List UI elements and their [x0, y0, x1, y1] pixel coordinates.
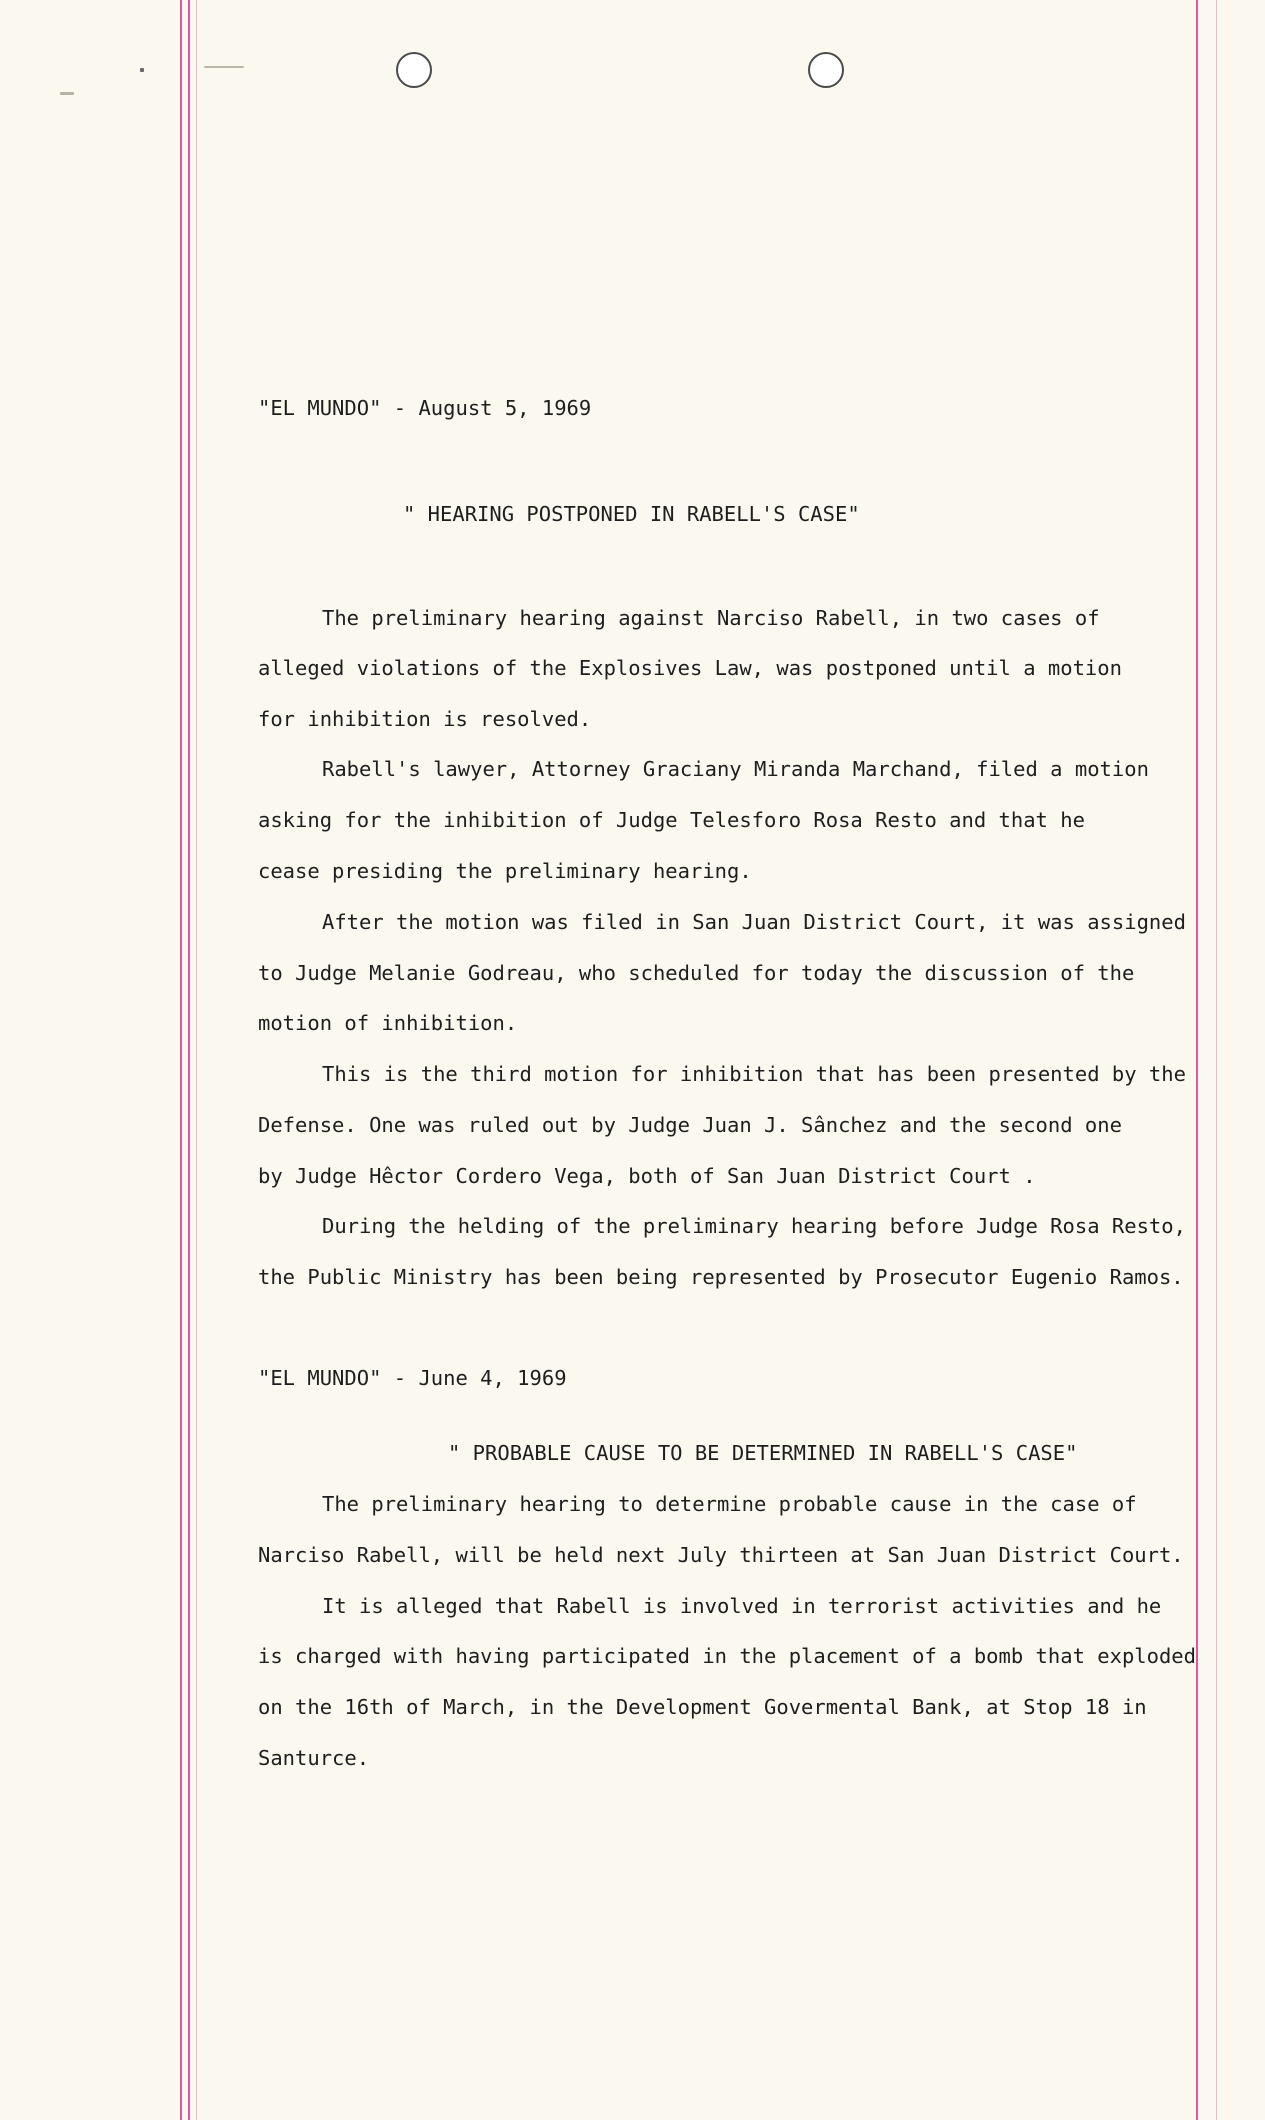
- article1-line: This is the third motion for inhibition that has been presented by the: [322, 1062, 1186, 1086]
- article1-line: asking for the inhibition of Judge Telesforo Rosa Resto and that he: [258, 808, 1085, 832]
- left-margin-line: [180, 0, 182, 2120]
- ink-smudge: [204, 66, 244, 68]
- ink-speck: [140, 68, 144, 72]
- article2-line: on the 16th of March, in the Development Govermental Bank, at Stop 18 in: [258, 1695, 1147, 1719]
- article2-line: Narciso Rabell, will be held next July thirteen at San Juan District Court.: [258, 1543, 1184, 1567]
- left-margin-line-faint: [196, 0, 197, 2120]
- article2-source: "EL MUNDO" - June 4, 1969: [258, 1366, 567, 1390]
- article2-line: The preliminary hearing to determine probable cause in the case of: [322, 1492, 1137, 1516]
- article1-line: motion of inhibition.: [258, 1011, 518, 1035]
- article2-line: It is alleged that Rabell is involved in terrorist activities and he: [322, 1594, 1162, 1618]
- right-margin-line: [1196, 0, 1198, 2120]
- article1-line: for inhibition is resolved.: [258, 707, 592, 731]
- article1-line: by Judge Hêctor Cordero Vega, both of San Juan District Court .: [258, 1164, 1036, 1188]
- article1-line: The preliminary hearing against Narciso Rabell, in two cases of: [322, 606, 1100, 630]
- article1-line: Rabell's lawyer, Attorney Graciany Miranda Marchand, filed a motion: [322, 757, 1149, 781]
- punch-hole-left: [396, 52, 432, 88]
- article1-line: Defense. One was ruled out by Judge Juan J. Sânchez and the second one: [258, 1113, 1122, 1137]
- article1-line: to Judge Melanie Godreau, who scheduled for today the discussion of the: [258, 961, 1135, 985]
- ink-smudge: [60, 92, 74, 95]
- article1-line: cease presiding the preliminary hearing.: [258, 859, 752, 883]
- left-margin-line-inner: [188, 0, 190, 2120]
- article1-line: After the motion was filed in San Juan District Court, it was assigned: [322, 910, 1186, 934]
- article1-source: "EL MUNDO" - August 5, 1969: [258, 396, 592, 420]
- article2-line: Santurce.: [258, 1746, 370, 1770]
- article2-headline: " PROBABLE CAUSE TO BE DETERMINED IN RABELL'S CASE": [448, 1441, 1078, 1465]
- article1-headline: " HEARING POSTPONED IN RABELL'S CASE": [403, 502, 860, 526]
- article2-line: is charged with having participated in the placement of a bomb that exploded: [258, 1644, 1196, 1668]
- article1-line: alleged violations of the Explosives Law, was postponed until a motion: [258, 656, 1122, 680]
- right-margin-line-faint: [1216, 0, 1217, 2120]
- article1-line: During the helding of the preliminary hearing before Judge Rosa Resto,: [322, 1214, 1186, 1238]
- article1-line: the Public Ministry has been being represented by Prosecutor Eugenio Ramos.: [258, 1265, 1184, 1289]
- punch-hole-right: [808, 52, 844, 88]
